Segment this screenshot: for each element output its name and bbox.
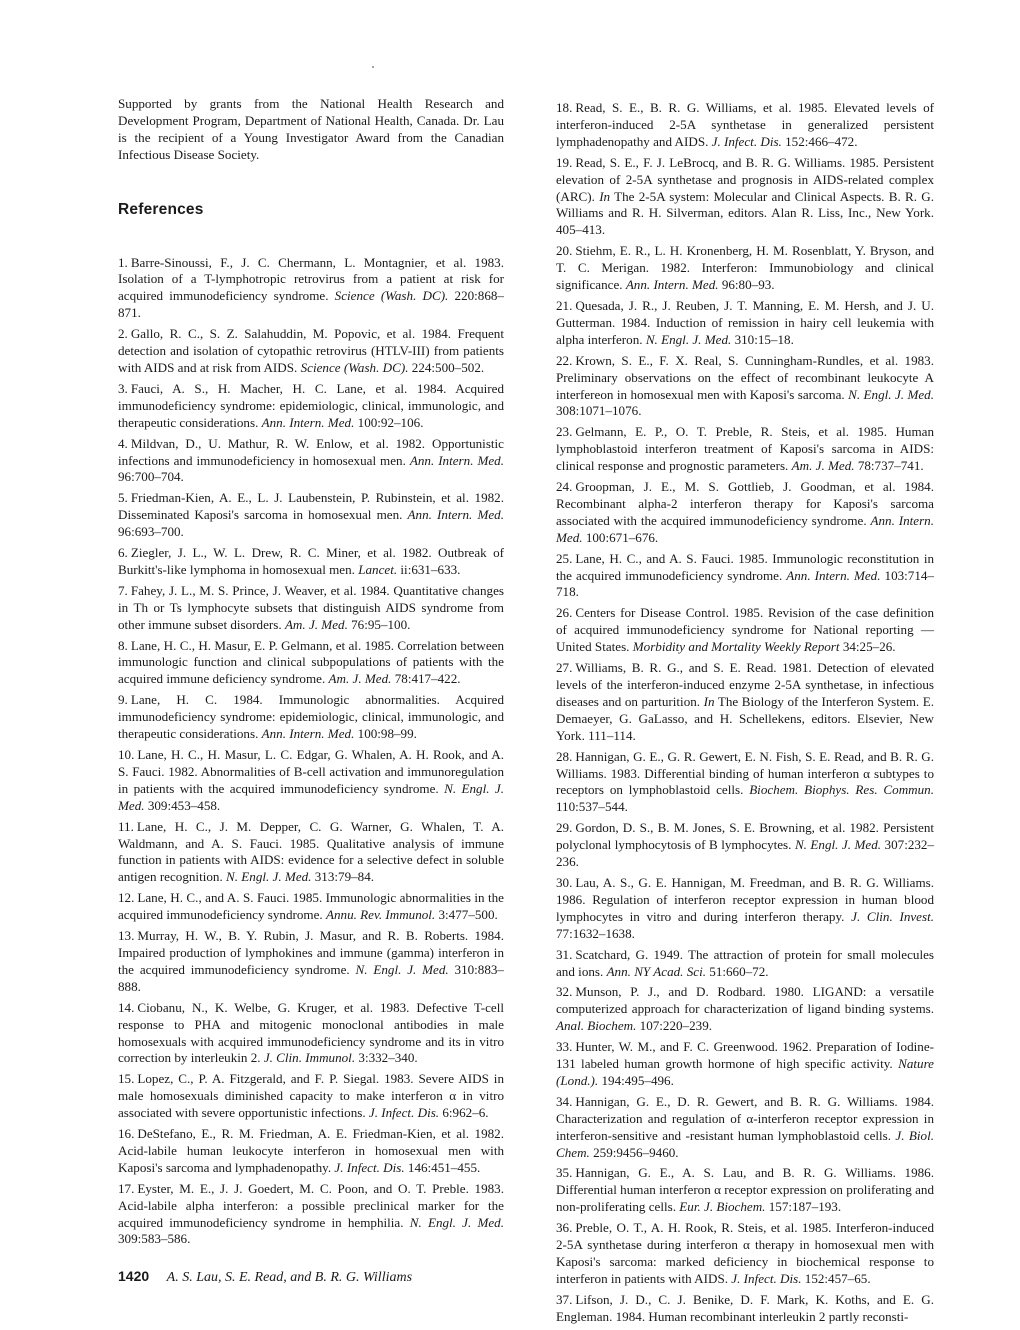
reference-citation: 6:962–6. <box>442 1105 489 1121</box>
reference-text: Gallo, R. C., S. Z. Salahuddin, M. Popovic, et al. 1984. Frequent detection and isolation of cytopathic retrovirus (HTLV-III) from patients with AIDS and at risk from AIDS. <box>118 326 504 375</box>
reference-citation: 100:98–99. <box>357 726 417 742</box>
reference-journal: Ann. Intern. Med. <box>786 567 881 583</box>
reference-citation: 3:332–340. <box>358 1050 418 1066</box>
reference-citation: 78:417–422. <box>394 671 461 687</box>
reference-number: 30. <box>556 874 573 890</box>
reference-text: Ciobanu, N., K. Welbe, G. Kruger, et al. 1983. Defective T-cell response to PHA and mitogenic monoclonal antibodies in male homosexuals with acquired immunodeficiency syndrome and its in vitro correction by interleukin 2. <box>118 999 504 1066</box>
reference-number: 18. <box>556 100 573 115</box>
reference-item <box>556 605 934 656</box>
reference-text: DeStefano, E., R. M. Friedman, A. E. Friedman-Kien, et al. 1982. Acid-labile human leukocyte interferon in homosexual men with Kaposi's sarcoma and lymphadenopathy. <box>118 1126 504 1175</box>
reference-number: 3. <box>118 380 128 396</box>
reference-number: 15. <box>118 1071 135 1087</box>
reference-text: Lane, H. C., J. M. Depper, C. G. Warner, G. Whalen, T. A. Waldmann, and A. S. Fauci. 1985. Qualitative analysis of immune function in patients with AIDS: evidence for a selective defect in soluble antigen recognition. <box>118 818 504 885</box>
reference-text: Hunter, W. M., and F. C. Greenwood. 1962. Preparation of Iodine-131 labeled human growth hormone of high specific activity. <box>556 1039 934 1072</box>
reference-citation: 103:714–718. <box>556 567 934 600</box>
reference-journal: N. Engl. J. Med. <box>409 1214 504 1230</box>
reference-journal: J. Clin. Invest. <box>851 908 934 924</box>
reference-item <box>118 638 504 689</box>
reference-item <box>118 255 504 323</box>
reference-citation: 51:660–72. <box>709 963 769 979</box>
reference-citation: 152:466–472. <box>785 133 858 149</box>
reference-number: 7. <box>118 582 128 598</box>
reference-text: Mildvan, D., U. Mathur, R. W. Enlow, et al. 1982. Opportunistic infections and immunodeficiency in homosexual men. <box>118 435 504 468</box>
reference-number: 9. <box>118 692 128 708</box>
reference-journal: N. Engl. J. Med. <box>645 331 732 347</box>
reference-text: Murray, H. W., B. Y. Rubin, J. Masur, and R. B. Roberts. 1984. Impaired production of lymphokines and immune (gamma) interferon in the acquired immunodeficiency syndrome. <box>118 928 504 977</box>
reference-citation: 309:453–458. <box>147 797 221 813</box>
scan-speck <box>372 66 374 68</box>
reference-citation: 107:220–239. <box>639 1018 713 1034</box>
reference-citation: 309:583–586. <box>118 1231 191 1247</box>
reference-text: Gelmann, E. P., O. T. Preble, R. Steis, et al. 1985. Human lymphoblastoid interferon treatment of Kaposi's sarcoma in AIDS: clinical response and prognostic parameters. <box>556 424 934 474</box>
reference-journal: Ann. Intern. Med. <box>261 414 355 430</box>
reference-item <box>556 243 934 294</box>
reference-journal: Ann. Intern. Med. <box>407 507 504 523</box>
reference-citation: 146:451–455. <box>407 1159 481 1175</box>
reference-item <box>556 660 934 745</box>
reference-item <box>556 353 934 421</box>
reference-number: 24. <box>556 479 573 495</box>
reference-item <box>556 947 934 981</box>
reference-number: 6. <box>118 545 128 561</box>
reference-citation: ii:631–633. <box>400 561 461 577</box>
reference-text: Lau, A. S., G. E. Hannigan, M. Freedman, and B. R. G. Williams. 1986. Regulation of interferon receptor expression in human blood lymphocytes in vitro and during interferon therapy. <box>556 874 934 924</box>
reference-citation: 76:95–100. <box>351 616 411 632</box>
reference-number: 28. <box>556 748 573 764</box>
reference-text: Eyster, M. E., J. J. Goedert, M. C. Poon, and O. T. Preble. 1983. Acid-labile alpha interferon: a possible preclinical marker for the acquired immunodeficiency syndrome in hemphilia. <box>118 1180 504 1230</box>
page-number: 1420 <box>118 1268 150 1284</box>
reference-journal: J. Biol. Chem. <box>556 1127 934 1160</box>
reference-number: 8. <box>118 637 128 653</box>
reference-journal: N. Engl. J. Med. <box>355 961 449 977</box>
reference-text: Gordon, D. S., B. M. Jones, S. E. Browning, et al. 1982. Persistent polyclonal lymphocytosis of B lymphocytes. <box>556 820 934 853</box>
reference-number: 29. <box>556 820 573 836</box>
reference-text: Lane, H. C., H. Masur, L. C. Edgar, G. Whalen, A. H. Rook, and A. S. Fauci. 1982. Abnormalities of B-cell activation and immunoregulation in patients with the acquired immunodeficiency syndrome. <box>118 747 504 796</box>
reference-journal: Am. J. Med. <box>791 458 855 474</box>
reference-text: Read, S. E., F. J. LeBrocq, and B. R. G. Williams. 1985. Persistent elevation of 2-5A synthetase and prognosis in AIDS-related complex (ARC). <box>556 154 934 204</box>
left-column <box>118 96 504 1252</box>
reference-item <box>118 1071 504 1122</box>
reference-item <box>556 820 934 871</box>
reference-text: Scatchard, G. 1949. The attraction of protein for small molecules and ions. <box>556 946 934 979</box>
reference-citation: 96:693–700. <box>118 524 184 540</box>
reference-number: 25. <box>556 550 573 566</box>
reference-list-right <box>556 100 934 1326</box>
reference-item <box>118 381 504 432</box>
reference-citation: 310:883–888. <box>118 961 504 994</box>
reference-item <box>556 100 934 151</box>
reference-journal: J. Infect. Dis. <box>368 1105 440 1121</box>
reference-number: 33. <box>556 1039 573 1055</box>
page-footer <box>118 1268 412 1286</box>
reference-number: 5. <box>118 490 128 506</box>
reference-text: Lopez, C., P. A. Fitzgerald, and F. P. Siegal. 1983. Severe AIDS in male homosexuals diminished capacity to make interferon α in vitro associated with severe opportunistic infections. <box>118 1071 504 1121</box>
reference-journal: Science (Wash. DC). <box>300 359 409 375</box>
reference-number: 1. <box>118 254 128 270</box>
reference-number: 2. <box>118 326 128 342</box>
reference-text: Stiehm, E. R., L. H. Kronenberg, H. M. Rosenblatt, Y. Bryson, and T. C. Merigan. 1982. Interferon: Immunobiology and clinical significance. <box>556 243 934 293</box>
reference-item <box>556 984 934 1035</box>
reference-item <box>556 875 934 943</box>
reference-item <box>556 298 934 349</box>
reference-item <box>556 1165 934 1216</box>
reference-journal: N. Engl. J. Med. <box>848 386 934 402</box>
reference-item <box>556 1292 934 1326</box>
reference-item <box>556 1094 934 1162</box>
reference-journal: Eur. J. Biochem. <box>679 1199 766 1215</box>
reference-number: 27. <box>556 660 573 676</box>
reference-journal: Ann. Intern. Med. <box>556 512 934 545</box>
reference-number: 34. <box>556 1093 573 1109</box>
reference-citation: 313:79–84. <box>314 869 375 885</box>
reference-number: 13. <box>118 928 135 944</box>
reference-text: Quesada, J. R., J. Reuben, J. T. Manning, E. M. Hersh, and J. U. Gutterman. 1984. Induction of remission in hairy cell leukemia with alpha interferon. <box>556 297 934 347</box>
reference-citation: 77:1632–1638. <box>556 925 635 941</box>
reference-journal: Lancet. <box>358 561 398 577</box>
reference-list-left <box>118 255 504 1249</box>
reference-citation: 96:80–93. <box>721 277 775 293</box>
reference-number: 37. <box>556 1291 573 1307</box>
reference-journal: J. Infect. Dis. <box>711 133 782 149</box>
reference-journal: J. Infect. Dis. <box>731 1270 802 1286</box>
reference-citation: 34:25–26. <box>842 639 896 655</box>
reference-text: Hannigan, G. E., A. S. Lau, and B. R. G. Williams. 1986. Differential human interferon α receptor expression on proliferating and non-proliferating cells. <box>556 1165 934 1215</box>
reference-citation: 194:495–496. <box>601 1072 674 1088</box>
reference-item <box>118 1181 504 1249</box>
reference-citation: 152:457–65. <box>804 1270 871 1286</box>
reference-number: 16. <box>118 1126 135 1142</box>
reference-text: Lane, H. C. 1984. Immunologic abnormalities. Acquired immunodeficiency syndrome: epidemiologic, clinical, immunologic, and therapeutic considerations. <box>118 692 504 742</box>
reference-citation: 100:671–676. <box>585 529 659 545</box>
reference-citation: 3:477–500. <box>438 907 498 923</box>
reference-citation: 220:868–871. <box>118 288 504 321</box>
reference-text: Hannigan, G. E., D. R. Gewert, and B. R. G. Williams. 1984. Characterization and regulation of α-interferon receptor expression in interferon-sensitive and -resistant human lymphoblastoid cells. <box>556 1093 934 1143</box>
reference-journal: In <box>599 188 611 204</box>
reference-item <box>556 1039 934 1090</box>
reference-journal: J. Clin. Immunol. <box>263 1050 356 1066</box>
reference-text: Friedman-Kien, A. E., L. J. Laubenstein, P. Rubinstein, et al. 1982. Disseminated Kaposi's sarcoma in homosexual men. <box>118 490 504 523</box>
reference-text: Fahey, J. L., M. S. Prince, J. Weaver, et al. 1984. Quantitative changes in Th or Ts lymphocyte subsets that distinguish AIDS syndrome from other immune subset disorders. <box>118 582 504 632</box>
reference-text: Lane, H. C., H. Masur, E. P. Gelmann, et al. 1985. Correlation between immunologic function and clinical subpopulations of patients with the acquired immune deficiency syndrome. <box>118 637 504 687</box>
reference-journal: Morbidity and Mortality Weekly Report <box>632 639 840 655</box>
right-column <box>556 100 934 1330</box>
reference-item <box>556 1220 934 1288</box>
reference-item <box>118 692 504 743</box>
reference-journal: Ann. NY Acad. Sci. <box>606 963 706 979</box>
reference-text: Williams, B. R. G., and S. E. Read. 1981. Detection of elevated levels of the interferon-induced enzyme 2-5A synthetase, in infectious diseases and on parturition. <box>556 660 934 709</box>
reference-item <box>118 890 504 924</box>
acknowledgment-text: Supported by grants from the National Health Research and Development Program, Department of National Health, Canada. Dr. Lau is the recipient of a Young Investigator Award from the Canadian Infectious Disease Society. <box>118 96 504 162</box>
reference-journal: N. Engl. J. Med. <box>794 837 882 853</box>
reference-item <box>556 155 934 240</box>
reference-item <box>556 551 934 602</box>
reference-journal: Ann. Intern. Med. <box>625 277 719 293</box>
reference-citation: 310:15–18. <box>734 331 794 347</box>
reference-item <box>118 1126 504 1177</box>
reference-item <box>556 749 934 817</box>
reference-citation: 110:537–544. <box>556 799 628 815</box>
reference-citation: 259:9456–9460. <box>593 1144 679 1160</box>
reference-citation: 96:700–704. <box>118 469 184 485</box>
reference-citation: 78:737–741. <box>857 458 924 474</box>
reference-journal: Am. J. Med. <box>328 671 392 687</box>
reference-number: 17. <box>118 1180 135 1196</box>
reference-number: 22. <box>556 352 573 368</box>
reference-item <box>118 1000 504 1068</box>
reference-item <box>118 326 504 377</box>
reference-item <box>118 819 504 887</box>
reference-journal: Science (Wash. DC). <box>334 288 449 304</box>
reference-item <box>118 928 504 996</box>
reference-journal: Ann. Intern. Med. <box>409 452 504 468</box>
reference-text: Barre-Sinoussi, F., J. C. Chermann, L. Montagnier, et al. 1983. Isolation of a T-lymphotropic retrovirus from a patient at risk for acquired immunodeficiency syndrome. <box>118 254 504 304</box>
reference-journal: N. Engl. J. Med. <box>118 780 504 813</box>
reference-text: Groopman, J. E., M. S. Gottlieb, J. Goodman, et al. 1984. Recombinant alpha-2 interferon therapy for Kaposi's sarcoma associated with the acquired immunodeficiency syndrome. <box>556 479 934 528</box>
reference-number: 23. <box>556 424 573 440</box>
reference-item <box>118 436 504 487</box>
reference-journal: Annu. Rev. Immunol. <box>326 907 436 923</box>
reference-number: 14. <box>118 999 135 1015</box>
reference-number: 35. <box>556 1165 573 1181</box>
reference-number: 32. <box>556 984 573 1000</box>
reference-journal: Nature (Lond.). <box>556 1056 934 1088</box>
reference-item <box>118 583 504 634</box>
reference-text: Lifson, J. D., C. J. Benike, D. F. Mark, K. Koths, and E. G. Engleman. 1984. Human recombinant interleukin 2 partly reconsti- <box>556 1291 934 1324</box>
reference-item <box>118 545 504 579</box>
reference-journal: Am. J. Med. <box>284 616 348 632</box>
reference-number: 11. <box>118 818 134 834</box>
reference-number: 31. <box>556 946 573 962</box>
reference-citation: The 2-5A system: Molecular and Clinical Aspects. B. R. G. Williams and R. H. Silverman, editors. Alan R. Liss, Inc., New York. 405–413. <box>556 188 934 238</box>
reference-text: Read, S. E., B. R. G. Williams, et al. 1985. Elevated levels of interferon-induced 2-5A synthetase in generalized persistent lymphadenopathy and AIDS. <box>556 100 934 149</box>
reference-item <box>118 747 504 815</box>
reference-text: Krown, S. E., F. X. Real, S. Cunningham-Rundles, et al. 1983. Preliminary observations on the effect of recombinant leukocyte A interfereon in homosexual men with Kaposi's sarcoma. <box>556 352 934 402</box>
reference-citation: 308:1071–1076. <box>556 403 642 419</box>
reference-journal: Ann. Intern. Med. <box>261 726 355 742</box>
reference-journal: J. Infect. Dis. <box>334 1159 405 1175</box>
reference-citation: The Biology of the Interferon System. E. Demaeyer, G. GaLasso, and H. Schellekens, editors. Elsevier, New York. 111–114. <box>556 693 934 743</box>
reference-number: 4. <box>118 435 128 451</box>
reference-journal: Anal. Biochem. <box>556 1018 637 1034</box>
reference-journal: Biochem. Biophys. Res. Commun. <box>749 782 934 798</box>
reference-item <box>556 479 934 547</box>
reference-text: Lane, H. C., and A. S. Fauci. 1985. Immunologic reconstitution in the acquired immunodeficiency syndrome. <box>556 550 934 583</box>
reference-text: Centers for Disease Control. 1985. Revision of the case definition of acquired immunodeficiency syndrome for National reporting —United States. <box>556 605 934 655</box>
reference-citation: 157:187–193. <box>768 1199 842 1215</box>
references-heading: References <box>118 200 204 218</box>
reference-text: Lane, H. C., and A. S. Fauci. 1985. Immunologic abnormalities in the acquired immunodeficiency syndrome. <box>118 890 504 923</box>
reference-text: Munson, P. J., and D. Rodbard. 1980. LIGAND: a versatile computerized approach for characterization of ligand binding systems. <box>556 984 934 1017</box>
reference-text: Preble, O. T., A. H. Rook, R. Steis, et al. 1985. Interferon-induced 2-5A synthetase during interferon α therapy in homosexual men with Kaposi's sarcoma: marked deficiency in biochemical response to interferon in patients with AIDS. <box>556 1220 934 1286</box>
reference-number: 19. <box>556 154 573 170</box>
reference-item <box>556 424 934 475</box>
reference-number: 26. <box>556 605 573 621</box>
running-authors: A. S. Lau, S. E. Read, and B. R. G. Williams <box>166 1270 413 1285</box>
reference-citation: 100:92–106. <box>357 414 424 430</box>
reference-number: 12. <box>118 890 135 906</box>
reference-text: Hannigan, G. E., G. R. Gewert, E. N. Fish, S. E. Read, and B. R. G. Williams. 1983. Differential binding of human interferon α subtypes to receptors on lymphoblastoid cells. <box>556 748 934 798</box>
reference-citation: 224:500–502. <box>411 359 485 375</box>
reference-number: 10. <box>118 747 135 762</box>
reference-citation: 307:232–236. <box>556 837 935 870</box>
reference-number: 20. <box>556 243 573 259</box>
reference-journal: N. Engl. J. Med. <box>226 869 312 885</box>
reference-journal: In <box>703 693 715 709</box>
reference-text: Ziegler, J. L., W. L. Drew, R. C. Miner, et al. 1982. Outbreak of Burkitt's-like lymphoma in homosexual men. <box>118 545 504 577</box>
reference-text: Fauci, A. S., H. Macher, H. C. Lane, et al. 1984. Acquired immunodeficiency syndrome: epidemiologic, clinical, immunologic, and therapeutic considerations. <box>118 380 504 430</box>
reference-number: 21. <box>556 297 573 313</box>
reference-number: 36. <box>556 1220 573 1236</box>
reference-item <box>118 490 504 541</box>
